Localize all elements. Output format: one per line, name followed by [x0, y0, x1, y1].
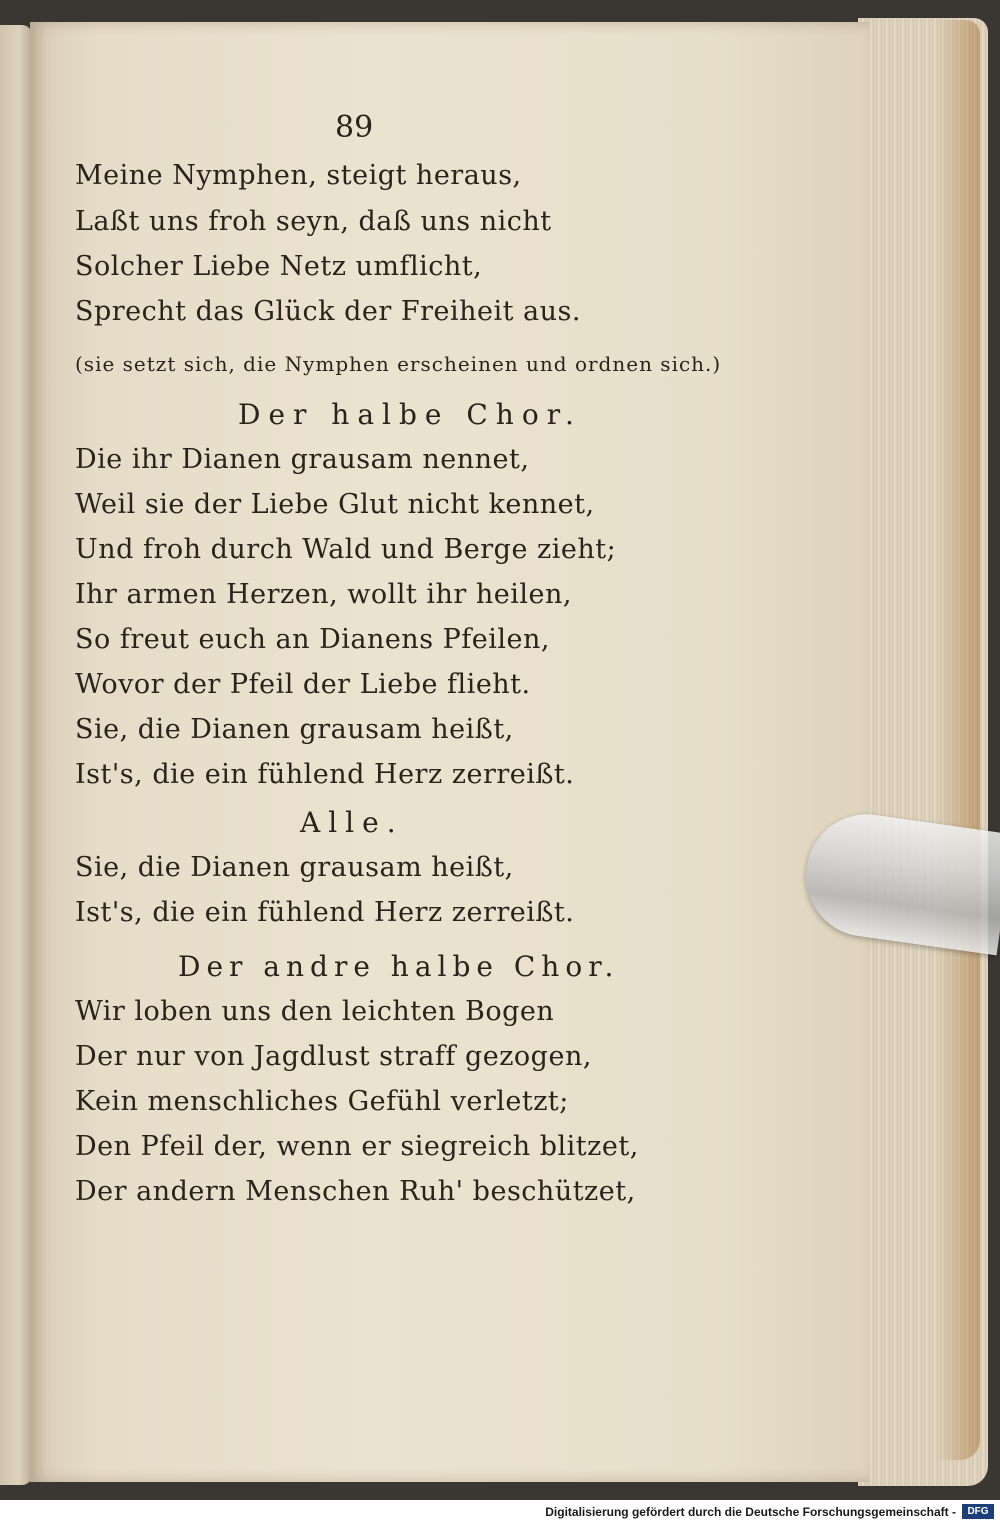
verse-line: Ist's, die ein fühlend Herz zerreißt.: [75, 759, 575, 790]
verse-line: Sie, die Dianen grausam heißt,: [75, 852, 514, 883]
verse-line: Sprecht das Glück der Freiheit aus.: [75, 296, 581, 327]
verse-line: Sie, die Dianen grausam heißt,: [75, 714, 514, 745]
stage-direction: (sie setzt sich, die Nymphen erscheinen und ordnen sich.): [75, 352, 722, 376]
verse-line: Der andern Menschen Ruh' beschützet,: [75, 1176, 636, 1207]
footer-bar: [0, 1500, 1000, 1524]
verse-line: Ihr armen Herzen, wollt ihr heilen,: [75, 579, 572, 610]
verse-line: Weil sie der Liebe Glut nicht kennet,: [75, 489, 595, 520]
dfg-logo: DFG: [962, 1504, 994, 1519]
verse-line: Den Pfeil der, wenn er siegreich blitzet,: [75, 1131, 639, 1162]
verse-line: Die ihr Dianen grausam nennet,: [75, 444, 530, 475]
verse-line: So freut euch an Dianens Pfeilen,: [75, 624, 550, 655]
verse-line: Wovor der Pfeil der Liebe flieht.: [75, 669, 531, 700]
verse-line: Laßt uns froh seyn, daß uns nicht: [75, 206, 552, 237]
verse-line: Der nur von Jagdlust straff gezogen,: [75, 1041, 592, 1072]
speaker-heading: Der halbe Chor.: [238, 398, 582, 431]
verse-line: Kein menschliches Gefühl verletzt;: [75, 1086, 569, 1117]
verse-line: Meine Nymphen, steigt heraus,: [75, 160, 522, 191]
verse-line: Ist's, die ein fühlend Herz zerreißt.: [75, 897, 575, 928]
funding-notice: Digitalisierung gefördert durch die Deutsche Forschungsgemeinschaft -: [545, 1505, 956, 1519]
speaker-heading: Der andre halbe Chor.: [178, 950, 620, 983]
page-number: 89: [335, 110, 374, 145]
verse-line: Und froh durch Wald und Berge zieht;: [75, 534, 617, 565]
verse-line: Solcher Liebe Netz umflicht,: [75, 251, 483, 282]
speaker-heading: Alle.: [300, 806, 404, 839]
verse-line: Wir loben uns den leichten Bogen: [75, 996, 555, 1027]
